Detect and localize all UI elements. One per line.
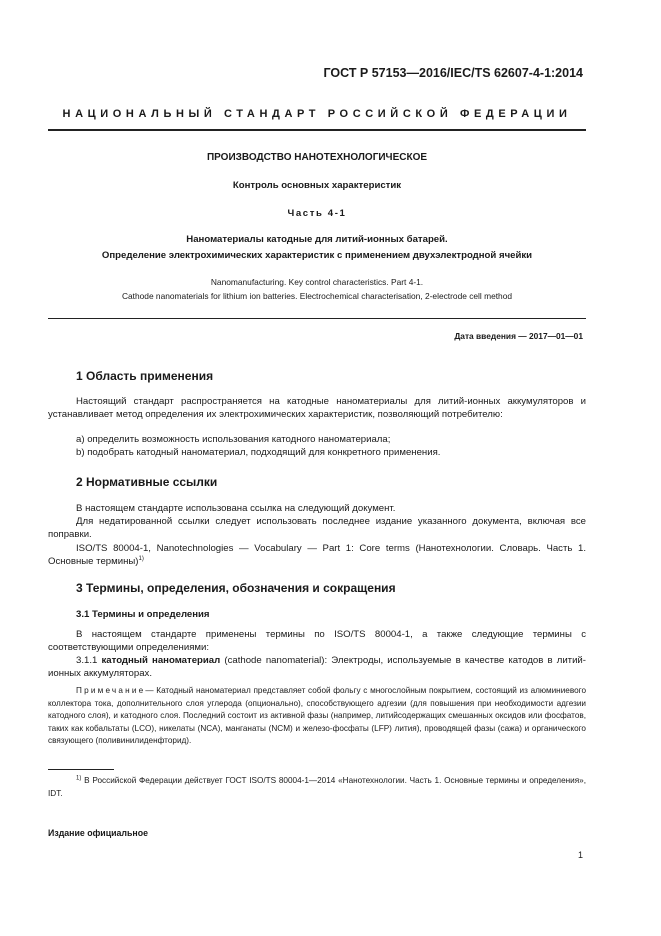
title-rule — [48, 318, 586, 319]
footnote-ref: 1) — [138, 555, 144, 562]
note-paragraph — [48, 685, 586, 748]
title-secondary: Контроль основных характеристик — [232, 180, 402, 191]
title-main: ПРОИЗВОДСТВО НАНОТЕХНОЛОГИЧЕСКОЕ — [206, 152, 428, 163]
page-number: 1 — [577, 850, 583, 860]
section-3-heading: 3 Термины, определения, обозначения и сокращения — [76, 581, 396, 595]
subtitle-line-2: Определение электрохимических характеристик с применением двухэлектродной ячейки — [101, 250, 533, 261]
national-standard-banner: НАЦИОНАЛЬНЫЙ СТАНДАРТ РОССИЙСКОЙ ФЕДЕРАЦИИ — [62, 108, 572, 120]
section-1-paragraph: Настоящий стандарт распространяется на катодные наноматериалы для литий-ионных аккумуляторов и устанавливает метод определения их электрохимических характеристик, позволяющий потребителю: — [48, 396, 586, 420]
english-title-line-2: Cathode nanomaterials for lithium ion batteries. Electrochemical characterisation, 2-electrode cell method — [121, 291, 513, 301]
term-3-1-1 — [48, 654, 586, 680]
term-number: 3.1.1 — [76, 655, 98, 666]
section-2-paragraph-3 — [48, 542, 586, 568]
section-1-heading: 1 Область применения — [76, 369, 214, 383]
title-part: Часть 4-1 — [287, 208, 347, 219]
footnote — [48, 774, 586, 800]
section-2-heading: 2 Нормативные ссылки — [76, 475, 218, 489]
section-2-paragraph-1: В настоящем стандарте использована ссылка на следующий документ. — [76, 503, 396, 514]
section-3-1-heading: 3.1 Термины и определения — [76, 609, 210, 620]
term-definition: (cathode nanomaterial): Электроды, используемые в качестве катодов в литий-ионных аккумуляторах. — [48, 655, 586, 679]
subtitle-line-1: Наноматериалы катодные для литий-ионных батарей. — [186, 234, 448, 245]
section-2-paragraph-2: Для недатированной ссылки следует использовать последнее издание указанного документа, включая все поправки. — [48, 516, 586, 540]
edition-label: Издание официальное — [48, 828, 148, 838]
footnote-marker: 1) — [76, 775, 82, 782]
footnote-text: В Российской Федерации действует ГОСТ ISO/TS 80004-1—2014 «Нанотехнологии. Часть 1. Основные термины и определения», IDT. — [48, 776, 586, 798]
header-rule — [48, 129, 586, 131]
english-title-line-1: Nanomanufacturing. Key control characteristics. Part 4-1. — [210, 277, 424, 287]
section-1-item-a: a) определить возможность использования катодного наноматериала; — [76, 434, 391, 445]
note-label: Примечание — [76, 686, 146, 695]
section-2-reference-text: ISO/TS 80004-1, Nanotechnologies — Vocabulary — Part 1: Core terms (Нанотехнологии. Словарь. Часть 1. Основные термины) — [48, 543, 586, 567]
document-code: ГОСТ Р 57153—2016/IEC/TS 62607-4-1:2014 — [323, 66, 583, 80]
note-text: — Катодный наноматериал представляет собой фольгу с многослойным покрытием, состоящий из алюминиевого коллектора тока, дополнительного слоя углерода (опционально), способствующего адгезии (для повышения при необходимости адгезии катодного слоя), и катодного слоя. Последний состоит из активной фазы (например, литийсодержащих смешанных оксидов или фосфатов, таких как кобальтаты (LCO), никелаты (NCA), манганаты (NCM) и железо-фосфаты (LFP) лития), проводящей фазы (сажа) и органического связующего (поливинилиденфторид). — [48, 686, 586, 745]
term-name: катодный наноматериал — [101, 655, 221, 666]
section-3-paragraph: В настоящем стандарте применены термины по ISO/TS 80004-1, а также следующие термины с соответствующими определениями: — [48, 629, 586, 653]
section-1-item-b: b) подобрать катодный наноматериал, подходящий для конкретного применения. — [76, 447, 441, 458]
footnote-rule — [48, 769, 114, 770]
introduction-date: Дата введения — 2017—01—01 — [454, 331, 583, 341]
